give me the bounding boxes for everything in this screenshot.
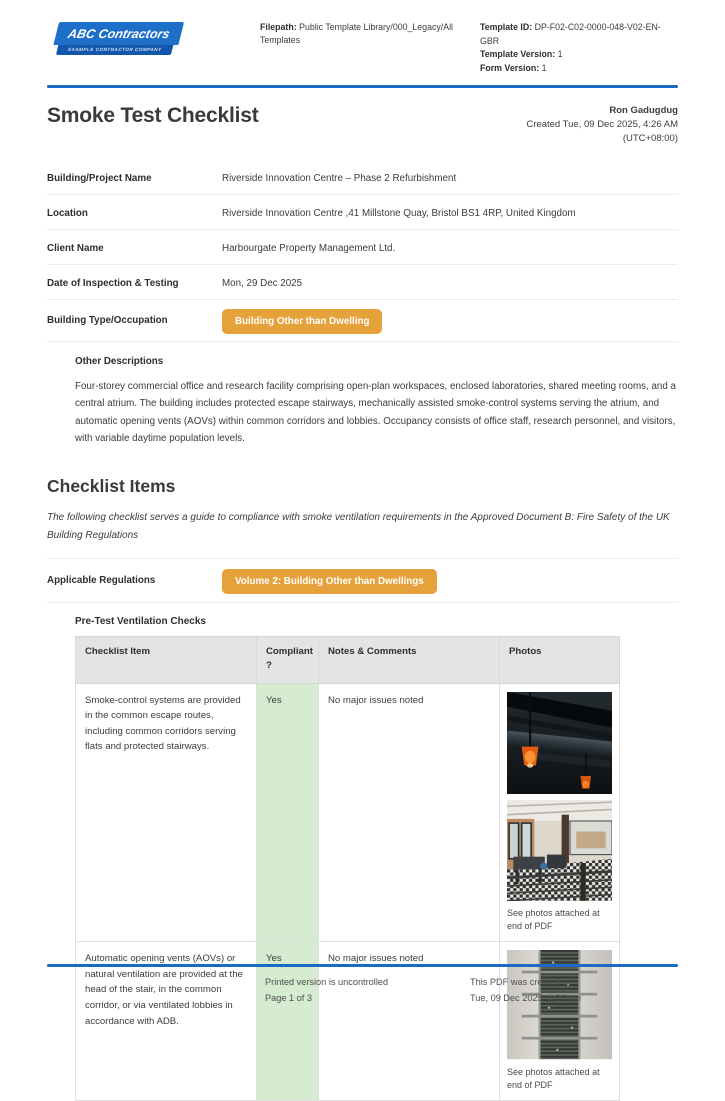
- field-client-name: Client Name Harbourgate Property Management Ltd.: [47, 230, 678, 265]
- logo-subtitle: EXAMPLE CONTRACTOR COMPANY: [56, 45, 174, 55]
- footer-left: [265, 975, 470, 1006]
- form-fields: [47, 160, 678, 342]
- page-footer: [47, 964, 678, 1006]
- author-name: Ron Gadugdug: [609, 104, 678, 116]
- document-header: [47, 18, 678, 76]
- notes-value: No major issues noted: [319, 942, 500, 1100]
- checklist-table: [75, 636, 620, 1101]
- form-version-line: Form Version: 1: [480, 62, 547, 73]
- footer-created-date: Tue, 09 Dec 2025, 4:26 am: [470, 992, 581, 1003]
- col-header-photos: Photos: [500, 636, 620, 683]
- compliant-value: Yes: [257, 942, 319, 1100]
- other-descriptions: [75, 356, 678, 447]
- regulations-label: Applicable Regulations: [47, 574, 156, 586]
- checklist-item-text: Automatic opening vents (AOVs) or natural ventilation are provided at the head of the stair, in the common corridor, or via ventilated lobbies in accordance with ADB.: [76, 942, 257, 1100]
- col-header-compliant: Compliant ?: [257, 636, 319, 683]
- table-row: [76, 683, 620, 942]
- compliant-value: Yes: [257, 683, 319, 942]
- field-location: Location Riverside Innovation Centre ,41 Millstone Quay, Bristol BS1 4RP, United Kingdom: [47, 195, 678, 230]
- office-interior-photo: [507, 800, 612, 901]
- other-descriptions-label: Other Descriptions: [75, 356, 164, 368]
- photos-caption: See photos attached at end of PDF: [507, 1066, 600, 1090]
- template-id-line: Template ID: DP-F02-C02-0000-048-V02-EN-GBR: [480, 22, 661, 46]
- regulations-badge: Volume 2: Building Other than Dwellings: [222, 569, 437, 594]
- created-block: [526, 104, 678, 147]
- checklist-heading: Checklist Items: [47, 475, 176, 496]
- col-header-notes: Notes & Comments: [319, 636, 500, 683]
- ceiling-ductwork-photo: [507, 692, 612, 795]
- building-type-badge: Building Other than Dwelling: [222, 309, 382, 334]
- filepath-label: Filepath:: [260, 22, 297, 32]
- footer-right: [470, 975, 581, 1006]
- checklist-item-text: Smoke-control systems are provided in the common escape routes, including common corridors serving flats and protected stairways.: [76, 683, 257, 942]
- other-descriptions-text: Four-storey commercial office and research facility comprising open-plan workspaces, enclosed laboratories, shared meeting rooms, and a central atrium. The building includes protected escape stairways, mechanically assisted smoke-control systems serving the atrium, and automatic opening vents (AOVs) within common corridors and lobbies. Occupancy consists of office staff, research personnel, and visitors, with variable daytime population levels.: [75, 381, 676, 444]
- logo-title: ABC Contractors: [53, 22, 184, 45]
- applicable-regulations-row: [47, 558, 678, 603]
- checklist-intro: The following checklist serves a guide to compliance with smoke ventilation requirements in the Approved Document B: Fire Safety of the UK Building Regulations: [47, 511, 670, 541]
- photos-caption: See photos attached at end of PDF: [507, 908, 600, 932]
- filepath-value: Public Template Library/000_Legacy/All Templates: [260, 22, 453, 46]
- abc-contractors-logo: [51, 22, 185, 55]
- logo-wrap: [47, 18, 260, 56]
- subsection-title: Pre-Test Ventilation Checks: [75, 615, 206, 627]
- notes-value: No major issues noted: [319, 683, 500, 942]
- template-meta-block: [480, 18, 678, 76]
- field-inspection-date: Date of Inspection & Testing Mon, 29 Dec 2025: [47, 265, 678, 300]
- footer-page-number: Page 1 of 3: [265, 992, 312, 1003]
- page-title: Smoke Test Checklist: [47, 103, 259, 127]
- created-date: Created Tue, 09 Dec 2025, 4:26 AM: [526, 118, 678, 130]
- footer-created-label: This PDF was created at: [470, 977, 571, 987]
- field-building-type: Building Type/Occupation Building Other than Dwelling: [47, 300, 678, 342]
- footer-uncontrolled-note: Printed version is uncontrolled: [265, 977, 389, 987]
- template-version-line: Template Version: 1: [480, 49, 563, 60]
- filepath-block: [260, 18, 480, 47]
- header-divider: [47, 85, 678, 88]
- col-header-checklist-item: Checklist Item: [76, 636, 257, 683]
- field-building-project-name: Building/Project Name Riverside Innovation Centre – Phase 2 Refurbishment: [47, 160, 678, 195]
- table-header-row: [76, 636, 620, 683]
- created-timezone: (UTC+08:00): [622, 133, 678, 144]
